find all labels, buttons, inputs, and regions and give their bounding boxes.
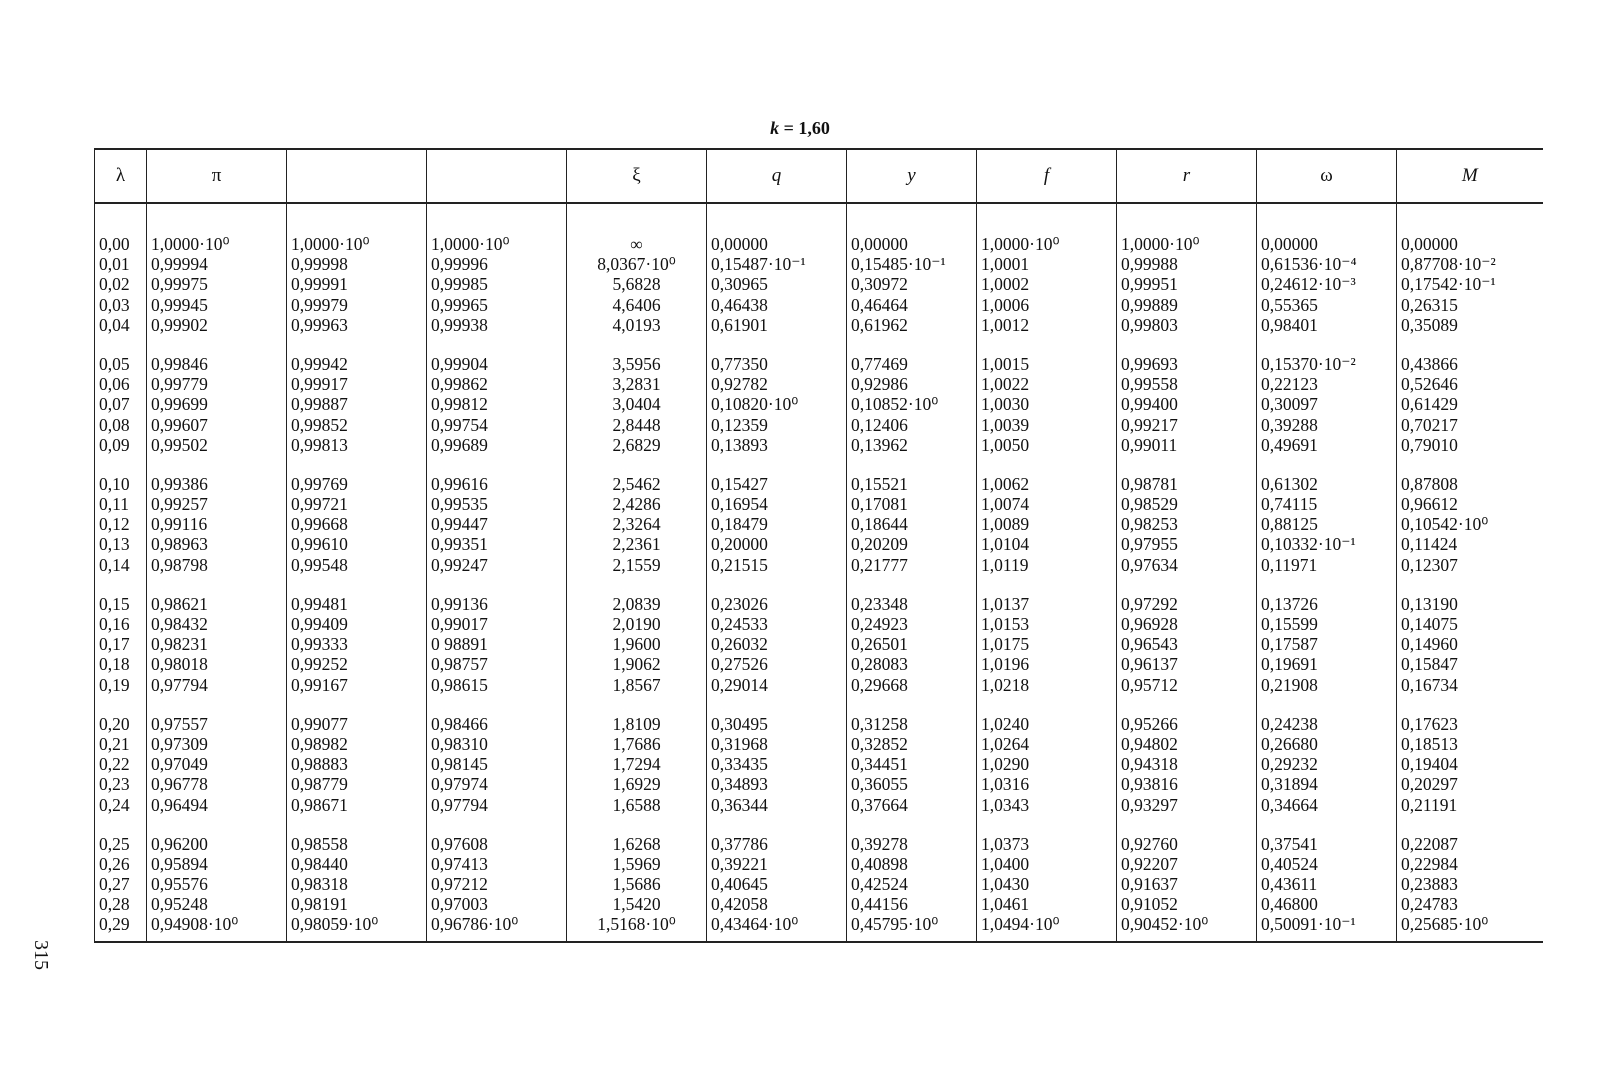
- table-row-group: [95, 594, 1543, 714]
- cell-f: 1,0373 1,0400 1,0430 1,0461 1,0494·10⁰: [977, 834, 1117, 942]
- cell-c3: 0,98466 0,98310 0,98145 0,97974 0,97794: [427, 714, 567, 834]
- cell-pi: 0,97557 0,97309 0,97049 0,96778 0,96494: [147, 714, 287, 834]
- header-q: q: [707, 149, 847, 203]
- cell-omega: 0,13726 0,15599 0,17587 0,19691 0,21908: [1257, 594, 1397, 714]
- table-title: k = 1,60: [770, 118, 830, 138]
- cell-c3: 0,99136 0,99017 0 98891 0,98757 0,98615: [427, 594, 567, 714]
- table-row-group: [95, 474, 1543, 594]
- cell-xi: 2,5462 2,4286 2,3264 2,2361 2,1559: [567, 474, 707, 594]
- header-r: r: [1117, 149, 1257, 203]
- cell-f: 1,0000·10⁰ 1,0001 1,0002 1,0006 1,0012: [977, 234, 1117, 354]
- cell-omega: 0,24238 0,26680 0,29232 0,31894 0,34664: [1257, 714, 1397, 834]
- cell-c2: 0,99942 0,99917 0,99887 0,99852 0,99813: [287, 354, 427, 474]
- cell-omega: 0,37541 0,40524 0,43611 0,46800 0,50091·10⁻¹: [1257, 834, 1397, 942]
- cell-M: 0,43866 0,52646 0,61429 0,70217 0,79010: [1397, 354, 1543, 474]
- cell-xi: 1,8109 1,7686 1,7294 1,6929 1,6588: [567, 714, 707, 834]
- cell-M: 0,13190 0,14075 0,14960 0,15847 0,16734: [1397, 594, 1543, 714]
- cell-y: 0,15521 0,17081 0,18644 0,20209 0,21777: [847, 474, 977, 594]
- cell-r: 0,98781 0,98529 0,98253 0,97955 0,97634: [1117, 474, 1257, 594]
- cell-f: 1,0240 1,0264 1,0290 1,0316 1,0343: [977, 714, 1117, 834]
- cell-q: 0,00000 0,15487·10⁻¹ 0,30965 0,46438 0,61901: [707, 234, 847, 354]
- gas-dynamic-functions-table: [94, 148, 1543, 943]
- cell-xi: 1,6268 1,5969 1,5686 1,5420 1,5168·10⁰: [567, 834, 707, 942]
- cell-omega: 0,00000 0,61536·10⁻⁴ 0,24612·10⁻³ 0,55365 0,98401: [1257, 234, 1397, 354]
- cell-c2: 0,99481 0,99409 0,99333 0,99252 0,99167: [287, 594, 427, 714]
- cell-c3: 0,97608 0,97413 0,97212 0,97003 0,96786·10⁰: [427, 834, 567, 942]
- cell-r: 0,95266 0,94802 0,94318 0,93816 0,93297: [1117, 714, 1257, 834]
- header-row: [95, 149, 1543, 203]
- cell-f: 1,0062 1,0074 1,0089 1,0104 1,0119: [977, 474, 1117, 594]
- cell-r: 0,99693 0,99558 0,99400 0,99217 0,99011: [1117, 354, 1257, 474]
- header-f: f: [977, 149, 1117, 203]
- cell-lambda: 0,20 0,21 0,22 0,23 0,24: [95, 714, 147, 834]
- cell-lambda: 0,15 0,16 0,17 0,18 0,19: [95, 594, 147, 714]
- cell-f: 1,0015 1,0022 1,0030 1,0039 1,0050: [977, 354, 1117, 474]
- cell-y: 0,77469 0,92986 0,10852·10⁰ 0,12406 0,13962: [847, 354, 977, 474]
- cell-M: 0,00000 0,87708·10⁻² 0,17542·10⁻¹ 0,26315 0,35089: [1397, 234, 1543, 354]
- cell-c2: 0,99077 0,98982 0,98883 0,98779 0,98671: [287, 714, 427, 834]
- cell-M: 0,87808 0,96612 0,10542·10⁰ 0,11424 0,12307: [1397, 474, 1543, 594]
- cell-c3: 0,99616 0,99535 0,99447 0,99351 0,99247: [427, 474, 567, 594]
- cell-y: 0,31258 0,32852 0,34451 0,36055 0,37664: [847, 714, 977, 834]
- table-row-group: [95, 234, 1543, 354]
- cell-y: 0,39278 0,40898 0,42524 0,44156 0,45795·10⁰: [847, 834, 977, 942]
- cell-xi: 3,5956 3,2831 3,0404 2,8448 2,6829: [567, 354, 707, 474]
- cell-q: 0,30495 0,31968 0,33435 0,34893 0,36344: [707, 714, 847, 834]
- cell-c2: 0,98558 0,98440 0,98318 0,98191 0,98059·10⁰: [287, 834, 427, 942]
- cell-r: 0,92760 0,92207 0,91637 0,91052 0,90452·10⁰: [1117, 834, 1257, 942]
- cell-M: 0,22087 0,22984 0,23883 0,24783 0,25685·10⁰: [1397, 834, 1543, 942]
- cell-pi: 0,98621 0,98432 0,98231 0,98018 0,97794: [147, 594, 287, 714]
- table-row-group: [95, 354, 1543, 474]
- cell-c3: 1,0000·10⁰ 0,99996 0,99985 0,99965 0,99938: [427, 234, 567, 354]
- header-xi: ξ: [567, 149, 707, 203]
- cell-c3: 0,99904 0,99862 0,99812 0,99754 0,99689: [427, 354, 567, 474]
- cell-r: 0,97292 0,96928 0,96543 0,96137 0,95712: [1117, 594, 1257, 714]
- table-row-group: [95, 714, 1543, 834]
- cell-lambda: 0,00 0,01 0,02 0,03 0,04: [95, 234, 147, 354]
- cell-f: 1,0137 1,0153 1,0175 1,0196 1,0218: [977, 594, 1117, 714]
- cell-c2: 1,0000·10⁰ 0,99998 0,99991 0,99979 0,99963: [287, 234, 427, 354]
- cell-omega: 0,15370·10⁻² 0,22123 0,30097 0,39288 0,49691: [1257, 354, 1397, 474]
- cell-r: 1,0000·10⁰ 0,99988 0,99951 0,99889 0,99803: [1117, 234, 1257, 354]
- cell-pi: 0,96200 0,95894 0,95576 0,95248 0,94908·10⁰: [147, 834, 287, 942]
- cell-q: 0,15427 0,16954 0,18479 0,20000 0,21515: [707, 474, 847, 594]
- cell-pi: 0,99846 0,99779 0,99699 0,99607 0,99502: [147, 354, 287, 474]
- cell-lambda: 0,05 0,06 0,07 0,08 0,09: [95, 354, 147, 474]
- header-omega: ω: [1257, 149, 1397, 203]
- header-M: M: [1397, 149, 1543, 203]
- header-y: y: [847, 149, 977, 203]
- cell-q: 0,77350 0,92782 0,10820·10⁰ 0,12359 0,13893: [707, 354, 847, 474]
- cell-pi: 1,0000·10⁰ 0,99994 0,99975 0,99945 0,99902: [147, 234, 287, 354]
- table-row-group: [95, 834, 1543, 942]
- cell-omega: 0,61302 0,74115 0,88125 0,10332·10⁻¹ 0,11971: [1257, 474, 1397, 594]
- header-pi: π: [147, 149, 287, 203]
- cell-pi: 0,99386 0,99257 0,99116 0,98963 0,98798: [147, 474, 287, 594]
- cell-y: 0,23348 0,24923 0,26501 0,28083 0,29668: [847, 594, 977, 714]
- page-number: 315: [30, 940, 52, 970]
- cell-lambda: 0,25 0,26 0,27 0,28 0,29: [95, 834, 147, 942]
- spacer-row: [95, 203, 1543, 234]
- cell-M: 0,17623 0,18513 0,19404 0,20297 0,21191: [1397, 714, 1543, 834]
- cell-lambda: 0,10 0,11 0,12 0,13 0,14: [95, 474, 147, 594]
- cell-xi: 2,0839 2,0190 1,9600 1,9062 1,8567: [567, 594, 707, 714]
- header-lambda: λ: [95, 149, 147, 203]
- header-col4: [427, 149, 567, 203]
- cell-q: 0,37786 0,39221 0,40645 0,42058 0,43464·10⁰: [707, 834, 847, 942]
- header-col3: [287, 149, 427, 203]
- cell-y: 0,00000 0,15485·10⁻¹ 0,30972 0,46464 0,61962: [847, 234, 977, 354]
- cell-q: 0,23026 0,24533 0,26032 0,27526 0,29014: [707, 594, 847, 714]
- cell-xi: ∞ 8,0367·10⁰ 5,6828 4,6406 4,0193: [567, 234, 707, 354]
- cell-c2: 0,99769 0,99721 0,99668 0,99610 0,99548: [287, 474, 427, 594]
